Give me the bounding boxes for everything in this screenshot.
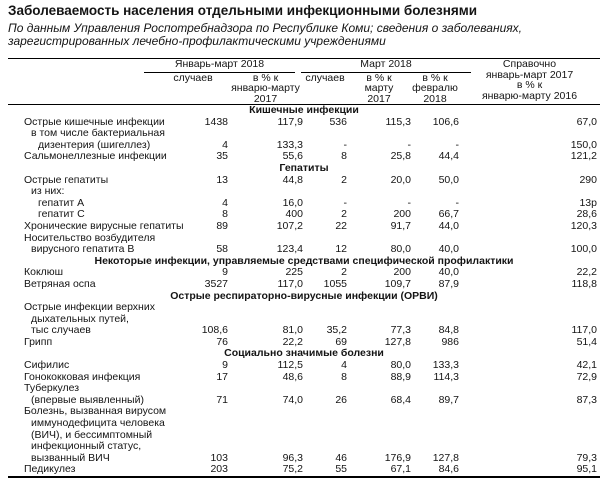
row-label-line: Болезнь, вызванная вирусом <box>24 405 167 418</box>
cell-value: 96,3 <box>282 451 303 464</box>
header-reference-column <box>459 59 600 105</box>
table-body <box>8 105 600 478</box>
row-label-line: Туберкулез <box>24 382 80 395</box>
cell-value: - <box>343 196 347 209</box>
cell-value: 107,2 <box>276 219 303 232</box>
cell-value: 200 <box>393 266 411 279</box>
reference-header-line: Справочно <box>502 58 557 70</box>
cell-value: 4 <box>341 359 347 372</box>
cell-value: 203 <box>210 463 228 476</box>
cell-value: 55,6 <box>282 150 303 163</box>
cell-value: 108,6 <box>201 324 228 337</box>
table-row <box>8 383 600 406</box>
cell-value: 80,0 <box>390 359 411 372</box>
cell-value: 8 <box>341 150 347 163</box>
cell-value: 133,3 <box>432 359 459 372</box>
row-label-line: в том числе бактериальная <box>31 127 165 140</box>
cell-value: 46 <box>335 451 347 464</box>
cell-value: 68,4 <box>390 393 411 406</box>
header-label-column <box>8 59 158 105</box>
cell-value: 200 <box>393 208 411 221</box>
row-label <box>8 150 167 163</box>
subtitle-line-1: По данным Управления Роспотребнадзора по Республике Коми; сведения о заболеваниях, <box>8 21 523 35</box>
section-label: Социально значимые болезни <box>224 347 384 360</box>
cell-value: 69 <box>335 335 347 348</box>
cell-value: 42,1 <box>576 359 597 372</box>
cell-value: 225 <box>285 266 303 279</box>
row-label-line: Носительство возбудителя <box>24 231 156 244</box>
cell-value: - <box>407 196 411 209</box>
cell-value <box>411 186 459 198</box>
row-label <box>8 219 184 233</box>
cell-value <box>303 186 347 198</box>
row-label-line: Грипп <box>24 335 53 348</box>
cell-value: 1055 <box>323 277 347 290</box>
table-row <box>8 279 600 291</box>
cell-value: 75,2 <box>282 463 303 476</box>
cell-value: 87,9 <box>438 277 459 290</box>
cell-value <box>459 186 600 198</box>
header-group-mar-2018 <box>303 59 459 73</box>
row-label-line: иммунодефицита человека <box>31 417 165 430</box>
page-title: Заболеваемость населения отдельными инфекционными болезнями <box>8 3 478 18</box>
row-label-line: Сальмонеллезные инфекции <box>24 150 167 163</box>
morbidity-table <box>8 58 600 478</box>
cell-value: 76 <box>216 335 228 348</box>
section-row <box>8 163 600 175</box>
table-row <box>8 175 600 187</box>
row-label <box>8 233 158 256</box>
cell-value: 106,6 <box>432 115 459 128</box>
cell-value: 2 <box>341 266 347 279</box>
cell-value: 127,8 <box>384 335 411 348</box>
cell-value: 117,0 <box>277 277 303 290</box>
cell-value: 95,1 <box>576 463 597 476</box>
subtitle-line-2: зарегистрированных лечебно-профилактическими учреждениями <box>8 34 386 48</box>
row-label-line: гепатит С <box>38 208 85 221</box>
table-row <box>8 198 600 210</box>
row-label-line: вызванный ВИЧ <box>31 451 110 464</box>
cell-value: 2 <box>341 208 347 221</box>
header-group-row <box>8 59 600 73</box>
section-label: Кишечные инфекции <box>249 104 359 116</box>
cell-value: 77,3 <box>390 324 411 337</box>
row-label-line: Гонококковая инфекция <box>24 370 141 383</box>
header-pct-to-feb-2018: в % к февралю 2018 <box>412 71 458 105</box>
cell-value: 117,0 <box>571 324 597 337</box>
cell-value: 91,7 <box>390 219 411 232</box>
cell-value: 89,7 <box>438 393 459 406</box>
table-row <box>8 186 600 198</box>
cell-value: - <box>455 138 459 151</box>
table-row <box>8 464 600 477</box>
row-label-line: гепатит А <box>38 196 85 209</box>
row-label-line: Коклюш <box>24 266 64 279</box>
cell-value: 400 <box>285 208 303 221</box>
row-label-line: инфекционный статус, <box>31 440 142 453</box>
cell-value: 2 <box>341 173 347 186</box>
cell-value: 35 <box>216 150 228 163</box>
row-label <box>8 464 158 477</box>
header-group-jan-mar-2018-label: Январь-март 2018 <box>144 59 295 73</box>
cell-value: 16,0 <box>282 196 303 209</box>
row-label-line: Педикулез <box>24 463 76 476</box>
cell-value: 114,3 <box>433 370 459 383</box>
cell-value: 150,0 <box>570 138 597 151</box>
header-pct-to-jan-mar-2017: в % к январю-марту 2017 <box>228 73 303 105</box>
cell-value: - <box>455 196 459 209</box>
cell-value: - <box>343 138 347 151</box>
cell-value: 127,8 <box>432 451 459 464</box>
row-label-line: Сифилис <box>24 359 70 372</box>
row-label <box>8 127 165 151</box>
cell-value: 72,9 <box>576 370 597 383</box>
row-label <box>8 186 158 198</box>
cell-value: 22 <box>335 219 347 232</box>
cell-value: 4 <box>222 196 228 209</box>
cell-value: 117,9 <box>277 115 303 128</box>
page-subtitle <box>8 22 613 48</box>
row-label <box>8 279 158 291</box>
row-label-line: (впервые выявленный) <box>31 393 144 406</box>
cell-value: 58 <box>216 243 228 256</box>
cell-value: 87,3 <box>576 393 597 406</box>
cell-value: 121,2 <box>570 150 597 163</box>
cell-value: 3527 <box>204 277 228 290</box>
row-label <box>8 383 158 406</box>
reference-header-line: в % к <box>516 79 543 91</box>
row-label-line: Острые инфекции верхних <box>24 301 155 314</box>
reference-header-line: январю-марту 2016 <box>481 89 578 102</box>
cell-value: 115,3 <box>385 115 411 128</box>
cell-value: 28,6 <box>576 208 597 221</box>
section-label: Острые респираторно-вирусные инфекции (ОРВИ) <box>170 289 438 302</box>
cell-value: 88,9 <box>390 370 411 383</box>
header-pct-to-mar-2017: в % к марту 2017 <box>347 73 411 105</box>
cell-value: 8 <box>341 370 347 383</box>
cell-value: 74,0 <box>282 393 303 406</box>
section-row <box>8 348 600 360</box>
cell-value: 80,0 <box>390 243 411 256</box>
cell-value: 123,4 <box>276 243 303 256</box>
cell-value: 44,8 <box>282 173 303 186</box>
row-label-line: Острые гепатиты <box>24 173 109 186</box>
cell-value: 22,2 <box>576 266 597 279</box>
table-row <box>8 372 600 384</box>
cell-value: 66,7 <box>438 208 459 221</box>
cell-value: 79,3 <box>576 451 597 464</box>
cell-value: - <box>407 138 411 151</box>
cell-value: 35,2 <box>326 324 347 337</box>
table-row <box>8 221 600 233</box>
cell-value: 8 <box>222 208 228 221</box>
row-label-line: дыхательных путей, <box>31 312 129 325</box>
section-row <box>8 105 600 117</box>
table-row <box>8 302 600 337</box>
cell-value: 17 <box>216 370 228 383</box>
cell-value: 12 <box>335 243 347 256</box>
cell-value: 20,0 <box>390 173 411 186</box>
cell-value: 84,8 <box>438 324 459 337</box>
row-label <box>8 405 167 464</box>
cell-value: 25,8 <box>390 150 411 163</box>
row-label-line: (ВИЧ), и бессимптомный <box>31 428 153 441</box>
header-cases-mar: случаев <box>303 73 347 105</box>
table-row <box>8 233 600 256</box>
section-label: Гепатиты <box>279 161 329 174</box>
table-row <box>8 128 600 151</box>
cell-value: 26 <box>335 393 347 406</box>
row-label-line: вирусного гепатита В <box>31 243 135 256</box>
cell-value: 40,0 <box>438 266 459 279</box>
row-label <box>8 302 158 337</box>
cell-value: 100,0 <box>570 243 597 256</box>
row-label-line: дизентерия (шигеллез) <box>38 138 151 151</box>
row-label <box>8 337 158 349</box>
cell-value: 71 <box>216 393 228 406</box>
cell-value: 133,3 <box>276 138 303 151</box>
cell-value: 81,0 <box>282 324 303 337</box>
row-label <box>8 360 158 372</box>
header-group-mar-2018-label: Март 2018 <box>301 59 471 73</box>
cell-value: 9 <box>222 359 228 372</box>
cell-value <box>158 186 228 198</box>
table-header <box>8 59 600 105</box>
cell-value: 536 <box>329 115 347 128</box>
cell-value: 40,0 <box>438 243 459 256</box>
header-group-jan-mar-2018 <box>158 59 303 73</box>
row-label-line: из них: <box>31 185 65 198</box>
row-label-line: Острые кишечные инфекции <box>24 115 165 128</box>
table-row <box>8 267 600 279</box>
cell-value: 22,2 <box>282 335 303 348</box>
section-row <box>8 256 600 268</box>
cell-value: 44,0 <box>438 219 459 232</box>
cell-value: 120,3 <box>570 219 597 232</box>
cell-value: 13 <box>216 173 228 186</box>
cell-value: 84,6 <box>438 463 459 476</box>
header-cases-jan-mar: случаев <box>158 73 228 105</box>
row-label-line: Ветряная оспа <box>24 277 96 290</box>
cell-value: 51,4 <box>576 335 597 348</box>
cell-value: 1438 <box>204 115 228 128</box>
table-row <box>8 360 600 372</box>
cell-value: 67,0 <box>576 115 597 128</box>
cell-value: 112,5 <box>277 359 303 372</box>
table-row <box>8 406 600 464</box>
cell-value: 176,9 <box>384 451 411 464</box>
cell-value: 50,0 <box>438 173 459 186</box>
cell-value: 48,6 <box>282 370 303 383</box>
cell-value: 118,8 <box>571 277 597 290</box>
cell-value: 109,7 <box>384 277 411 290</box>
row-label-line: Хронические вирусные гепатиты <box>24 219 184 232</box>
cell-value: 9 <box>222 266 228 279</box>
cell-value: 44,4 <box>438 150 459 163</box>
cell-value <box>347 186 411 198</box>
cell-value: 103 <box>210 451 228 464</box>
cell-value: 89 <box>216 219 228 232</box>
cell-value: 290 <box>579 173 597 186</box>
cell-value: 55 <box>335 463 347 476</box>
cell-value: 4 <box>222 138 228 151</box>
row-label-line: тыс случаев <box>31 324 91 337</box>
cell-value: 986 <box>441 335 459 348</box>
cell-value: 13р <box>579 196 597 209</box>
section-label: Некоторые инфекции, управляемые средствами специфической профилактики <box>94 254 514 267</box>
cell-value: 67,1 <box>390 463 411 476</box>
reference-header-line: январь-март 2017 <box>485 68 574 81</box>
cell-value <box>228 186 303 198</box>
